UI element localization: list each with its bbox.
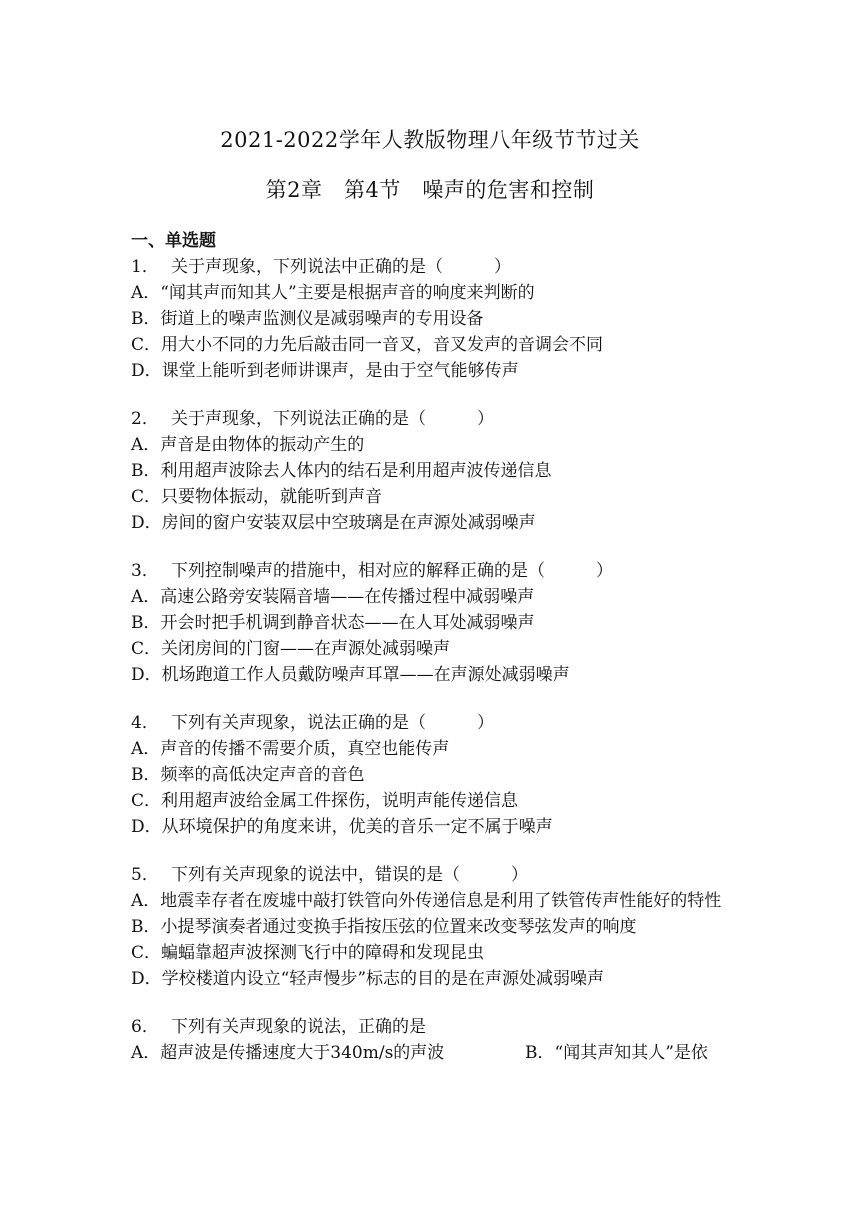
option-text: 利用超声波给金属工件探伤，说明声能传递信息	[161, 791, 519, 811]
option-text: 小提琴演奏者通过变换手指按压弦的位置来改变琴弦发声的响度	[160, 917, 637, 937]
question-5	[131, 862, 736, 992]
question-text: 下列控制噪声的措施中，相对应的解释正确的是（ ）	[171, 561, 613, 581]
question-1	[131, 254, 736, 384]
question-4	[131, 710, 736, 840]
option-letter: B．	[131, 613, 161, 633]
question-text: 关于声现象，下列说法正确的是（ ）	[171, 409, 494, 429]
option-letter: B．	[525, 1043, 555, 1063]
option-letter: C．	[131, 943, 162, 963]
question-stem	[131, 710, 736, 736]
document-title: 2021-2022学年人教版物理八年级节节过关	[220, 128, 640, 152]
question-stem	[131, 406, 736, 432]
option-text: 机场跑道工作人员戴防噪声耳罩——在声源处减弱噪声	[161, 665, 570, 685]
question-3	[131, 558, 736, 688]
document-body	[131, 228, 736, 1088]
question-stem	[131, 558, 736, 584]
option-letter: A．	[131, 1043, 161, 1063]
option-letter: C．	[131, 487, 162, 507]
option-row	[131, 1040, 736, 1066]
option-text: 开会时把手机调到静音状态——在人耳处减弱噪声	[160, 613, 535, 633]
question-stem	[131, 1014, 736, 1040]
option-text: 地震幸存者在废墟中敲打铁管向外传递信息是利用了铁管传声性能好的特性	[160, 891, 722, 911]
option-letter: A．	[131, 739, 161, 759]
option-text: 只要物体振动，就能听到声音	[161, 487, 383, 507]
option-c	[131, 788, 736, 814]
option-letter: A．	[131, 283, 161, 303]
option-a	[131, 736, 736, 762]
option-text: 课堂上能听到老师讲课声，是由于空气能够传声	[161, 361, 519, 381]
question-stem	[131, 254, 736, 280]
chapter-subtitle: 第2章 第4节 噪声的危害和控制	[265, 178, 595, 202]
option-b	[525, 1040, 708, 1066]
question-stem	[131, 862, 736, 888]
option-a	[131, 280, 736, 306]
option-text: 蝙蝠靠超声波探测飞行中的障碍和发现昆虫	[161, 943, 485, 963]
option-c	[131, 484, 736, 510]
option-text: 声音的传播不需要介质，真空也能传声	[160, 739, 450, 759]
option-c	[131, 940, 736, 966]
option-text: 房间的窗户安装双层中空玻璃是在声源处减弱噪声	[161, 513, 536, 533]
option-letter: D．	[131, 361, 162, 381]
option-letter: B．	[131, 917, 161, 937]
option-d	[131, 358, 736, 384]
option-letter: C．	[131, 639, 162, 659]
option-a	[131, 1040, 525, 1066]
option-b	[131, 610, 736, 636]
question-text: 下列有关声现象的说法中，错误的是（ ）	[171, 865, 528, 885]
option-b	[131, 306, 736, 332]
question-number: 2．	[131, 409, 159, 429]
option-c	[131, 332, 736, 358]
option-letter: C．	[131, 335, 162, 355]
option-a	[131, 432, 736, 458]
question-6	[131, 1014, 736, 1066]
option-letter: D．	[131, 969, 162, 989]
option-letter: A．	[131, 435, 161, 455]
question-number: 5．	[131, 865, 159, 885]
option-letter: C．	[131, 791, 162, 811]
option-b	[131, 762, 736, 788]
option-text: 从环境保护的角度来讲，优美的音乐一定不属于噪声	[161, 817, 553, 837]
option-text: 声音是由物体的振动产生的	[160, 435, 365, 455]
option-text: 利用超声波除去人体内的结石是利用超声波传递信息	[160, 461, 552, 481]
section-heading: 一、单选题	[131, 231, 216, 251]
option-letter: A．	[131, 891, 161, 911]
question-text: 关于声现象，下列说法中正确的是（ ）	[171, 257, 511, 277]
option-c	[131, 636, 736, 662]
question-number: 3．	[131, 561, 159, 581]
option-text: 高速公路旁安装隔音墙——在传播过程中减弱噪声	[160, 587, 535, 607]
question-number: 6．	[131, 1017, 159, 1037]
option-text: 用大小不同的力先后敲击同一音叉，音叉发声的音调会不同	[161, 335, 604, 355]
option-text: 频率的高低决定声音的音色	[160, 765, 365, 785]
option-d	[131, 662, 736, 688]
option-a	[131, 888, 736, 914]
option-letter: D．	[131, 817, 162, 837]
option-d	[131, 814, 736, 840]
option-letter: D．	[131, 665, 162, 685]
option-d	[131, 510, 736, 536]
option-b	[131, 914, 736, 940]
option-text: 关闭房间的门窗——在声源处减弱噪声	[161, 639, 451, 659]
option-text: “闻其声知其人”是依	[554, 1043, 708, 1063]
option-letter: B．	[131, 309, 161, 329]
question-text: 下列有关声现象的说法，正确的是	[171, 1017, 426, 1037]
question-number: 4．	[131, 713, 159, 733]
option-b	[131, 458, 736, 484]
option-letter: B．	[131, 765, 161, 785]
option-text: “闻其声而知其人”主要是根据声音的响度来判断的	[160, 283, 535, 303]
option-a	[131, 584, 736, 610]
option-d	[131, 966, 736, 992]
option-letter: B．	[131, 461, 161, 481]
option-text: 街道上的噪声监测仪是减弱噪声的专用设备	[160, 309, 484, 329]
option-letter: A．	[131, 587, 161, 607]
question-text: 下列有关声现象，说法正确的是（ ）	[171, 713, 494, 733]
question-2	[131, 406, 736, 536]
option-letter: D．	[131, 513, 162, 533]
question-number: 1．	[131, 257, 159, 277]
option-text: 超声波是传播速度大于340m/s的声波	[160, 1043, 445, 1063]
option-text: 学校楼道内设立“轻声慢步”标志的目的是在声源处减弱噪声	[161, 969, 605, 989]
